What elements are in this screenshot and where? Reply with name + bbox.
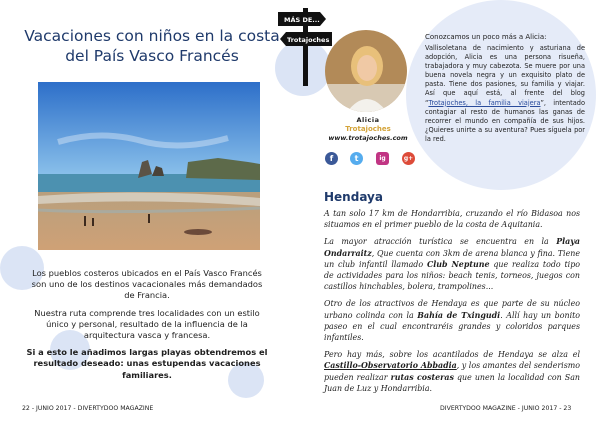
signpost-top-label: MÁS DE...: [284, 16, 320, 24]
author-site[interactable]: www.trotajoches.com: [328, 134, 408, 142]
author-name: Alicia: [356, 116, 380, 124]
blog-link[interactable]: Trotajoches, la familia viajera: [428, 98, 541, 107]
intro-highlight: Si a esto le añadimos largas playas obtendremos el resultado deseado: unas estupendas vacaciones familiares.: [26, 347, 268, 380]
text-span: , y los amantes del senderismo pueden realizar: [324, 361, 580, 382]
text-span: . Allí hay un bonito paseo en el cual encontraréis grandes y coloridos parques infantiles.: [324, 310, 581, 343]
text-span: Otro de los atractivos de Hendaya es que parte de su núcleo urbano colinda con la: [324, 299, 580, 320]
text-bold: Playa Ondarraitz: [324, 237, 580, 258]
text-underline: Castillo-Observatorio Abbadia: [324, 361, 457, 371]
intro-text: [26, 268, 268, 387]
facebook-icon[interactable]: f: [325, 152, 338, 165]
text-span: La mayor atracción turística se encuentra en la: [324, 237, 557, 247]
article-paragraph: [324, 349, 580, 394]
beach-photo: [38, 82, 260, 250]
instagram-icon[interactable]: ig: [376, 152, 389, 165]
section-title: Hendaya: [324, 190, 383, 204]
text-span: que realiza todo tipo de actividades para los niños: beach tenis, torneos, juegos con castillos hinchables, bolera, trampolines...: [324, 259, 580, 292]
article-paragraph: [324, 236, 580, 292]
intro-paragraph: Nuestra ruta comprende tres localidades con un estilo único y personal, resultado de la influencia de la arquitectura vasca y francesa.: [34, 307, 260, 341]
author-avatar: [325, 30, 407, 112]
text-span: que unen la localidad con San Juan de Luz y Hondarribia.: [324, 372, 580, 393]
bio-heading: Conozcamos un poco más a Alicia:: [425, 33, 547, 41]
text-bold: Club Neptune: [426, 259, 490, 269]
text-bold: Bahía de Txingudi: [417, 310, 501, 320]
article-body: [324, 208, 580, 400]
intro-paragraph: Los pueblos costeros ubicados en el País Vasco Francés son uno de los destinos vacacionales más demandados de Francia.: [31, 268, 263, 301]
signpost-bottom-label: Trotajoches: [287, 36, 330, 44]
bio-part: ”, intentado contagiar al resto de humanos las ganas de recorrer el mundo en compañía de sus hijos. ¿Quieres unirte a su aventura? Pues síguela por la red.: [425, 98, 585, 143]
twitter-icon[interactable]: t: [350, 152, 363, 165]
author-blog: Trotajoches: [345, 125, 391, 133]
footer-left: 22 - JUNIO 2017 - DIVERTYDOO MAGAZINE: [22, 405, 154, 412]
social-icons: [325, 152, 417, 166]
footer-right: DIVERTYDOO MAGAZINE - JUNIO 2017 - 23: [440, 405, 572, 412]
article-paragraph: A tan solo 17 km de Hondarribia, cruzando el río Bidasoa nos situamos en el primer pueblo de la costa de Aquitania.: [324, 209, 580, 230]
google-plus-icon[interactable]: g+: [402, 152, 415, 165]
text-span: Pero hay más, sobre los acantilados de Hendaya se alza el: [324, 350, 580, 360]
article-paragraph: [324, 298, 580, 343]
page-title: Vacaciones con niños en la costa del País Vasco Francés: [24, 27, 280, 65]
text-bold: [324, 361, 457, 370]
bio-part: Vallisoletana de nacimiento y asturiana de adopción, Alicia es una persona risueña, trabajadora y muy cabezota. Se muere por una buena novela negra y un exquisito plato de pasta. Tiene dos pasiones, su familia y viajar. Así que aquí está, al frente del blog “: [425, 44, 585, 107]
text-bold: rutas costeras: [390, 372, 454, 382]
text-span: , Que cuenta con 3km de arena blanca y fina. Tiene un club infantil llamado: [324, 248, 580, 269]
bio-text: [425, 44, 585, 144]
author-card: [320, 116, 416, 143]
